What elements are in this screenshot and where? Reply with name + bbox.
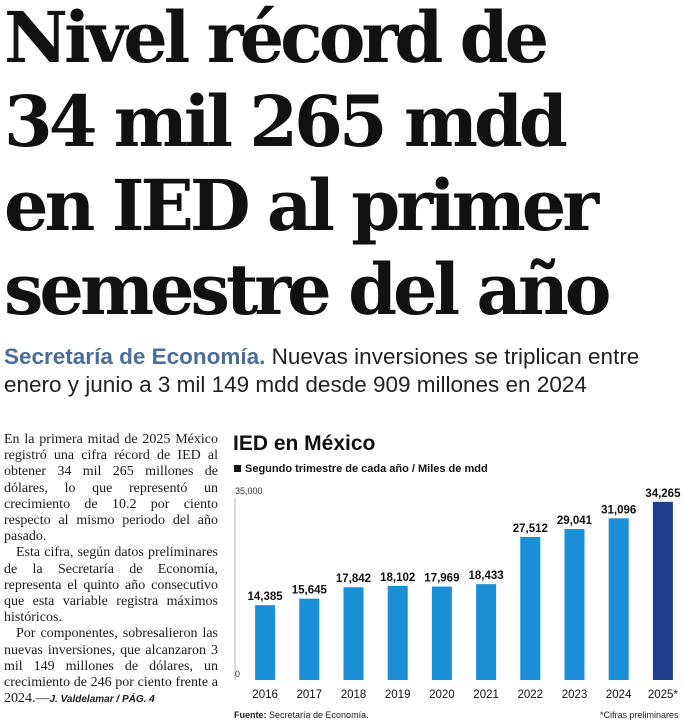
x-tick-2019: 2019 [384, 689, 411, 701]
x-tick-2017: 2017 [296, 689, 323, 701]
x-tick-2024: 2024 [605, 689, 632, 701]
headline [4, 0, 683, 332]
value-label-2017: 15,645 [291, 584, 327, 597]
bar-2022 [520, 537, 540, 680]
value-label-2023: 29,041 [556, 514, 593, 527]
x-tick-2021: 2021 [473, 689, 499, 701]
value-label-2019: 18,102 [380, 571, 416, 584]
deck [4, 343, 682, 399]
bar-2017 [299, 599, 319, 680]
x-tick-2016: 2016 [252, 689, 278, 701]
value-label-2025*: 34,265 [645, 487, 681, 500]
chart-subtitle [234, 463, 488, 475]
bar-2024 [609, 518, 629, 680]
headline-line-2: 34 mil 265 mdd [4, 80, 564, 163]
preliminary-note: *Cifras preliminares [600, 710, 679, 720]
article-paragraph-3-text: Por componentes, sobresalieron las nuevas inversiones, que alcanzaron 3 mil 149 millones de dólares, un crecimiento de 246 por ciento frente a 2024. [4, 626, 218, 707]
bar-2023 [565, 529, 585, 680]
byline-dash: — [35, 691, 50, 707]
source-label: Fuente: [234, 710, 267, 720]
headline-line-4: semestre del año [4, 248, 608, 331]
page-reference: / PÁG. 4 [113, 694, 155, 706]
article-body [4, 432, 218, 708]
bar-2020 [432, 587, 452, 680]
bar-2025* [653, 502, 673, 680]
bar-2019 [388, 586, 408, 680]
article-paragraph-3 [4, 626, 218, 708]
headline-line-1: Nivel récord de [4, 0, 546, 79]
chart-subtitle-text: Segundo trimestre de cada año / Miles de mdd [245, 463, 488, 475]
headline-line-3: en IED al primer [4, 164, 596, 247]
value-label-2016: 14,385 [247, 591, 283, 604]
value-label-2021: 18,433 [468, 570, 504, 583]
bar-2018 [344, 587, 364, 680]
value-label-2018: 17,842 [335, 573, 372, 586]
value-label-2020: 17,969 [424, 572, 460, 585]
square-bullet-icon [234, 465, 241, 472]
article-paragraph-2: Esta cifra, según datos preliminares de la Secretaría de Economía, representa el quinto año consecutivo que esta variable registra máximos históricos. [4, 545, 218, 626]
x-tick-2022: 2022 [517, 689, 544, 701]
source-text: Secretaría de Economía. [269, 710, 369, 720]
x-tick-2025*: 2025* [647, 689, 678, 701]
chart-title: IED en México [233, 432, 376, 455]
x-tick-2018: 2018 [340, 689, 367, 701]
bar-2016 [255, 605, 275, 680]
value-label-2022: 27,512 [512, 522, 548, 535]
chart-source [234, 710, 369, 720]
deck-text: Nuevas inversiones se triplican entre enero y junio a 3 mil 149 mdd desde 909 millones en 2024 [4, 344, 640, 397]
y-tick-zero: 0 [235, 669, 241, 679]
bar-2021 [476, 584, 496, 680]
value-label-2024: 31,096 [601, 504, 637, 517]
x-tick-2023: 2023 [561, 689, 588, 701]
y-tick-max: 35,000 [235, 486, 263, 496]
deck-source: Secretaría de Economía. [4, 344, 266, 369]
byline: J. Valdelamar [49, 694, 114, 706]
ied-bar-chart [225, 478, 681, 706]
x-tick-2020: 2020 [429, 689, 455, 701]
article-paragraph-1: En la primera mitad de 2025 México registró una cifra récord de IED al obtener 34 mil 265 millones de dólares, lo que representó un crecimiento de 10.2 por ciento respecto al mismo periodo del año pasado. [4, 432, 218, 545]
